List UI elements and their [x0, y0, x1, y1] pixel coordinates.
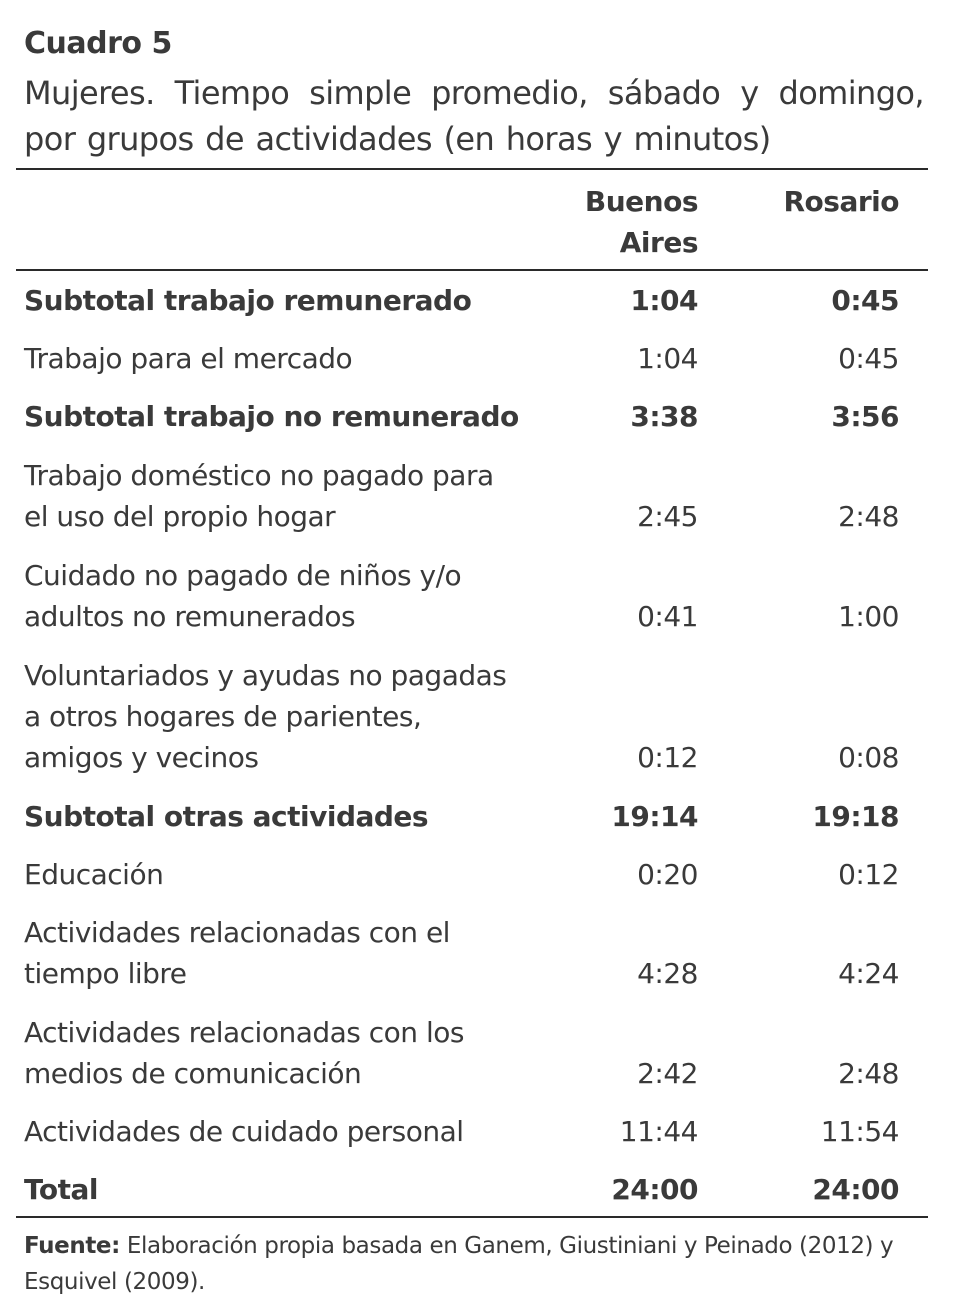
- cell-buenos-aires: 1:04: [630, 284, 698, 317]
- cell-rosario: 2:48: [838, 1057, 899, 1090]
- cell-buenos-aires: 0:12: [637, 741, 698, 774]
- cell-rosario: 0:12: [838, 858, 899, 891]
- cell-buenos-aires: 19:14: [611, 800, 698, 833]
- row-label: Cuidado no pagado de niños y/o adultos no remunerados: [24, 559, 462, 633]
- cell-buenos-aires: 2:45: [637, 500, 698, 533]
- cell-rosario: 0:45: [838, 342, 899, 375]
- cell-buenos-aires: 1:04: [637, 342, 698, 375]
- row-label: Total: [24, 1173, 98, 1206]
- cell-rosario: 19:18: [812, 800, 899, 833]
- row-label: Trabajo doméstico no pagado para el uso del propio hogar: [24, 459, 494, 533]
- row-label: Trabajo para el mercado: [24, 342, 353, 375]
- cell-rosario: 1:00: [838, 600, 899, 633]
- row-label: Actividades de cuidado personal: [24, 1115, 464, 1148]
- cell-buenos-aires: 2:42: [637, 1057, 698, 1090]
- source-label: Fuente:: [24, 1233, 120, 1259]
- row-label: Subtotal trabajo remunerado: [24, 284, 472, 317]
- cell-rosario: 0:45: [831, 284, 899, 317]
- table-number: Cuadro 5: [24, 26, 172, 61]
- cell-buenos-aires: 3:38: [630, 400, 698, 433]
- source-note: [24, 1228, 924, 1300]
- cell-buenos-aires: 0:20: [637, 858, 698, 891]
- table-title: Mujeres. Tiempo simple promedio, sábado y domingo, por grupos de actividades (en horas y minutos): [24, 74, 924, 158]
- cell-buenos-aires: 4:28: [637, 957, 698, 990]
- row-label: Actividades relacionadas con los medios de comunicación: [24, 1016, 464, 1090]
- cell-rosario: 0:08: [838, 741, 899, 774]
- row-label: Educación: [24, 858, 164, 891]
- cell-rosario: 11:54: [820, 1115, 899, 1148]
- cell-buenos-aires: 11:44: [619, 1115, 698, 1148]
- row-label: Subtotal otras actividades: [24, 800, 429, 833]
- cell-buenos-aires: 24:00: [611, 1173, 698, 1206]
- header-rule: [16, 269, 928, 271]
- column-header-buenos-aires: Buenos Aires: [584, 185, 698, 259]
- source-text: Elaboración propia basada en Ganem, Giustiniani y Peinado (2012) y Esquivel (2009).: [24, 1233, 894, 1295]
- cell-rosario: 4:24: [838, 957, 899, 990]
- cell-buenos-aires: 0:41: [637, 600, 698, 633]
- row-label: Subtotal trabajo no remunerado: [24, 400, 519, 433]
- cell-rosario: 3:56: [831, 400, 899, 433]
- top-rule: [16, 168, 928, 170]
- cell-rosario: 24:00: [812, 1173, 899, 1206]
- bottom-rule: [16, 1216, 928, 1218]
- cell-rosario: 2:48: [838, 500, 899, 533]
- row-label: Actividades relacionadas con el tiempo libre: [24, 916, 450, 990]
- row-label: Voluntariados y ayudas no pagadas a otros hogares de parientes, amigos y vecinos: [24, 659, 507, 774]
- column-header-rosario: Rosario: [783, 185, 899, 218]
